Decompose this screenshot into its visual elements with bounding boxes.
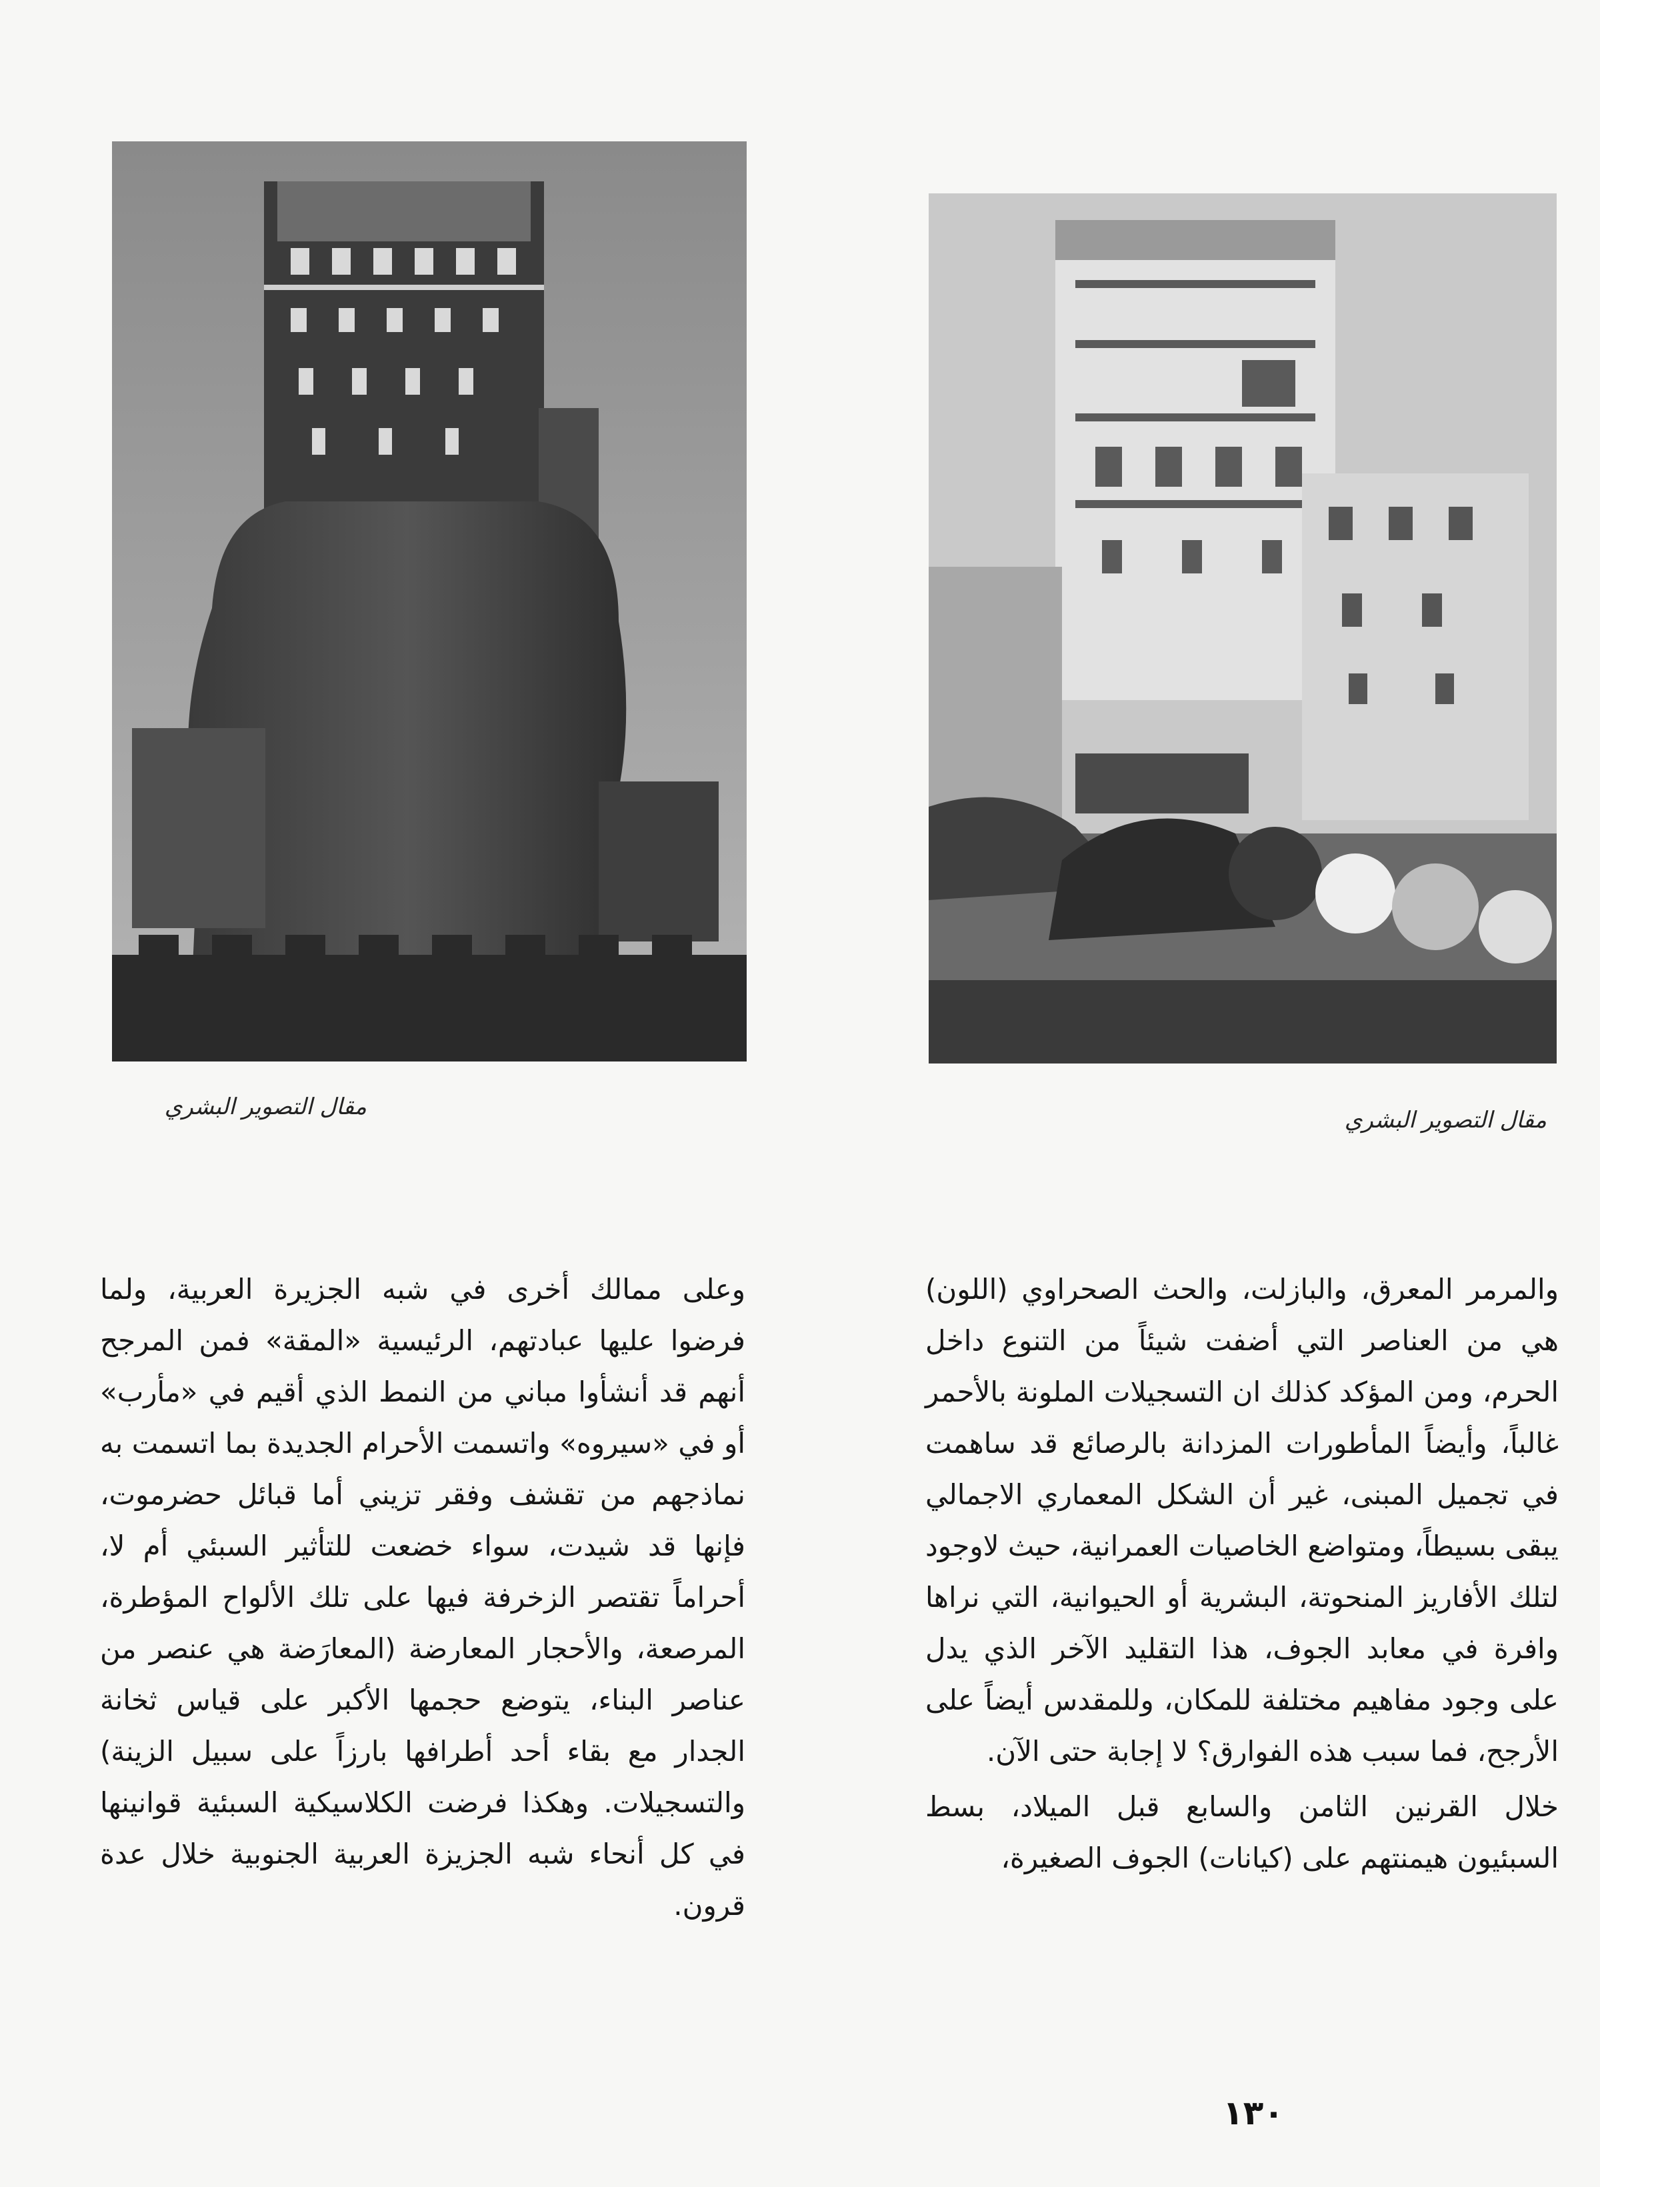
tower-house-image xyxy=(929,193,1557,1063)
rock-palace-image xyxy=(112,141,747,1061)
text-column-right xyxy=(925,1264,1559,1884)
photo-left-caption: مقال التصوير البشري xyxy=(164,1094,367,1120)
photo-tower-house-market xyxy=(929,193,1557,1063)
photo-rock-palace xyxy=(112,141,747,1061)
paragraph: خلال القرنين الثامن والسابع قبل الميلاد، بسط السبئيون هيمنتهم على (كيانات) الجوف الصغيرة، xyxy=(925,1790,1559,1874)
paragraph: والمرمر المعرق، والبازلت، والحث الصحراوي (اللون) هي من العناصر التي أضفت شيئاً من التنوع داخل الحرم، ومن المؤكد كذلك ان التسجيلات الملونة بالأحمر غالباً، وأيضاً المأطورات المزدانة بالرصائع قد ساهمت في تجميل المبنى، غير أن الشكل المعماري الاجمالي يبقى بسيطاً، ومتواضع الخاصيات العمرانية، حيث لاوجود لتلك الأفاريز المنحوتة، البشرية أو الحيوانية، التي نراها وافرة في معابد الجوف، هذا التقليد الآخر الذي يدل على وجود مفاهيم مختلفة للمكان، وللمقدس أيضاً على الأرجح، فما سبب هذه الفوارق؟ لا إجابة حتى الآن. xyxy=(925,1273,1559,1768)
page-number: ١٣٠ xyxy=(1223,2094,1284,2132)
text-column-left xyxy=(100,1264,745,1931)
paragraph: وعلى ممالك أخرى في شبه الجزيرة العربية، ولما فرضوا عليها عبادتهم، الرئيسية «المقة» فمن المرجح أنهم قد أنشأوا مباني من النمط الذي أقيم في «مأرب» أو في «سيروه» واتسمت الأحرام الجديدة بما اتسمت به نماذجهم من تقشف وفقر تزيني أما قبائل حضرموت، فإنها قد شيدت، سواء خضعت للتأثير السبئي أم لا، أحراماً تقتصر الزخرفة فيها على تلك الألواح المؤطرة، المرصعة، والأحجار المعارضة (المعارَضة هي عنصر من عناصر البناء، يتوضع حجمها الأكبر على قياس ثخانة الجدار مع بقاء أحد أطرافها بارزاً على سبيل الزينة) والتسجيلات. وهكذا فرضت الكلاسيكية السبئية قوانينها في كل أنحاء شبه الجزيزة العربية الجنوبية خلال عدة قرون. xyxy=(100,1273,745,1922)
photo-right-caption: مقال التصوير البشري xyxy=(1344,1107,1547,1134)
